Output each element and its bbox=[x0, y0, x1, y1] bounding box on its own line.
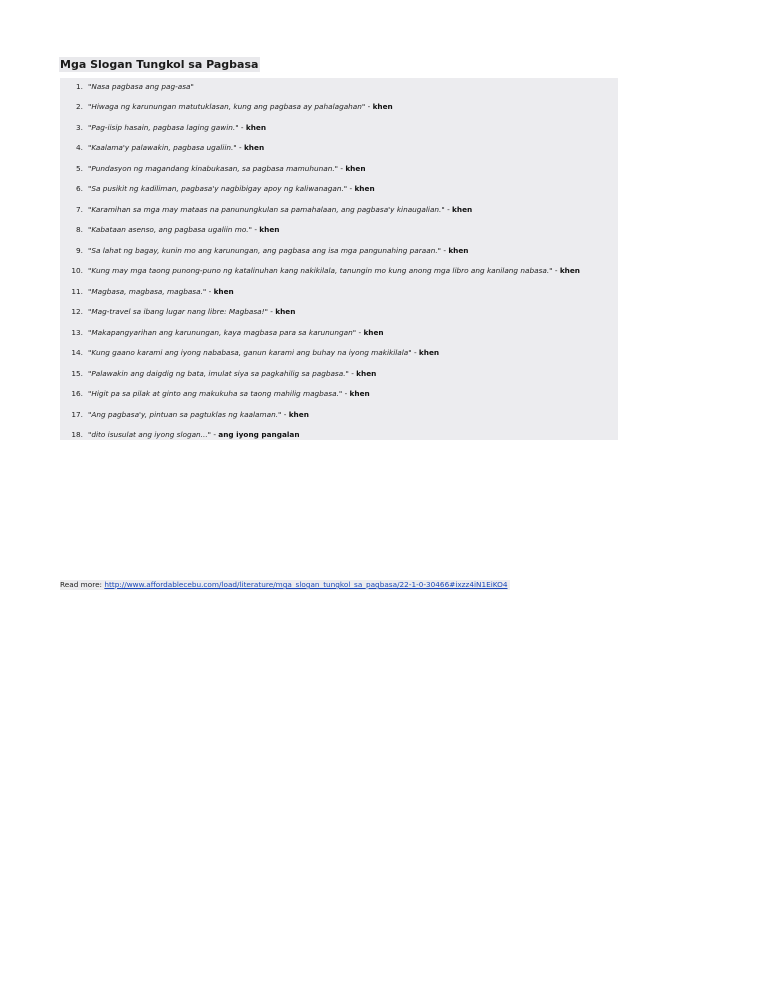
slogan-number: 5. bbox=[76, 164, 83, 173]
slogan-number: 2. bbox=[76, 102, 83, 111]
slogan-text: "Kung gaano karami ang iyong nababasa, ganun karami ang buhay na iyong makikilala" bbox=[88, 348, 412, 357]
slogan-author: khen bbox=[356, 369, 377, 378]
slogan-text: "Mag-travel sa ibang lugar nang libre: Magbasa!" bbox=[88, 307, 268, 316]
slogan-number: 6. bbox=[76, 184, 83, 193]
slogan-separator: - bbox=[240, 123, 244, 132]
slogan-separator: - bbox=[367, 102, 371, 111]
slogan-number: 12. bbox=[71, 307, 83, 316]
slogan-number: 1. bbox=[76, 82, 83, 91]
slogan-separator: - bbox=[358, 328, 362, 337]
slogan-separator: - bbox=[447, 205, 450, 214]
slogan-number: 8. bbox=[76, 225, 83, 234]
slogan-text: "Pag-iisip hasain, pagbasa laging gawin." bbox=[88, 123, 239, 132]
slogan-author: khen bbox=[213, 287, 234, 296]
slogan-author: khen bbox=[418, 348, 440, 357]
slogan-author: khen bbox=[288, 410, 309, 419]
slogan-author: khen bbox=[345, 164, 366, 173]
slogan-separator: - bbox=[443, 246, 446, 255]
slogan-separator: - bbox=[270, 307, 273, 316]
slogan-author: khen bbox=[259, 225, 280, 234]
slogan-text: "Kung may mga taong punong-puno ng katalinuhan kang nakikilala, tanungin mo kung anong mga libro ang kanilang nabasa." bbox=[88, 266, 553, 275]
slogan-separator: - bbox=[283, 410, 287, 419]
slogan-number: 17. bbox=[71, 410, 83, 419]
slogan-text: "Ang pagbasa'y, pintuan sa pagtuklas ng kaalaman." bbox=[88, 410, 282, 419]
slogan-separator: - bbox=[254, 225, 257, 234]
slogan-author: khen bbox=[372, 102, 393, 111]
slogan-author: ang iyong pangalan bbox=[218, 430, 300, 439]
slogan-separator: - bbox=[344, 389, 348, 398]
read-more-line bbox=[60, 580, 510, 590]
slogan-separator: - bbox=[213, 430, 216, 439]
slogan-text: "Higit pa sa pilak at ginto ang makukuha sa taong mahilig magbasa." bbox=[88, 389, 343, 398]
slogan-number: 18. bbox=[71, 430, 83, 439]
slogan-author: khen bbox=[354, 184, 375, 193]
slogan-text: "Kabataan asenso, ang pagbasa ugaliin mo." bbox=[88, 225, 252, 234]
slogan-number: 3. bbox=[76, 123, 83, 132]
slogan-author: khen bbox=[349, 389, 370, 398]
slogan-author: khen bbox=[452, 205, 473, 214]
slogan-number: 11. bbox=[71, 287, 83, 296]
slogan-text: "Kaalama'y palawakin, pagbasa ugaliin." bbox=[88, 143, 237, 152]
slogan-separator: - bbox=[238, 143, 242, 152]
slogan-text: "Karamihan sa mga may mataas na panunungkulan sa pamahalaan, ang pagbasa'y kinaugalian." bbox=[88, 205, 445, 214]
slogan-separator: - bbox=[208, 287, 212, 296]
slogan-number: 9. bbox=[76, 246, 83, 255]
slogan-panel bbox=[60, 78, 618, 440]
slogan-separator: - bbox=[349, 184, 353, 193]
slogan-text: "Hiwaga ng karunungan matutuklasan, kung ang pagbasa ay pahalagahan" bbox=[88, 102, 366, 111]
slogan-text: "dito isusulat ang iyong slogan..." bbox=[88, 430, 211, 439]
slogan-text: "Makapangyarihan ang karunungan, kaya magbasa para sa karunungan" bbox=[88, 328, 357, 337]
slogan-text: "Nasa pagbasa ang pag-asa" bbox=[88, 82, 194, 91]
slogan-author: khen bbox=[245, 123, 267, 132]
slogan-author: khen bbox=[243, 143, 265, 152]
slogan-text: "Pundasyon ng magandang kinabukasan, sa pagbasa mamuhunan." bbox=[88, 164, 339, 173]
read-more-link[interactable]: http://www.affordablecebu.com/load/literature/mga_slogan_tungkol_sa_pagbasa/22-1-0-30466#ixzz4iN1EiKO4 bbox=[104, 580, 508, 589]
slogan-number: 7. bbox=[76, 205, 83, 214]
slogan-author: khen bbox=[275, 307, 296, 316]
slogan-separator: - bbox=[351, 369, 354, 378]
slogan-text: "Sa pusikit ng kadiliman, pagbasa'y nagbibigay apoy ng kaliwanagan." bbox=[88, 184, 348, 193]
slogan-number: 13. bbox=[71, 328, 83, 337]
slogan-text: "Palawakin ang daigdig ng bata, imulat siya sa pagkahilig sa pagbasa." bbox=[88, 369, 349, 378]
slogan-separator: - bbox=[340, 164, 343, 173]
read-more-label: Read more: bbox=[60, 580, 103, 589]
slogan-text: "Magbasa, magbasa, magbasa." bbox=[88, 287, 207, 296]
slogan-number: 15. bbox=[71, 369, 83, 378]
page-title: Mga Slogan Tungkol sa Pagbasa bbox=[60, 58, 259, 71]
slogan-number: 10. bbox=[71, 266, 83, 275]
slogan-separator: - bbox=[413, 348, 417, 357]
slogan-author: khen bbox=[559, 266, 581, 275]
slogan-text: "Sa lahat ng bagay, kunin mo ang karunungan, ang pagbasa ang isa mga pangunahing paraan." bbox=[88, 246, 442, 255]
slogan-number: 14. bbox=[71, 348, 83, 357]
slogan-number: 4. bbox=[76, 143, 83, 152]
slogan-author: khen bbox=[363, 328, 384, 337]
slogan-author: khen bbox=[448, 246, 469, 255]
slogan-number: 16. bbox=[71, 389, 83, 398]
slogan-separator: - bbox=[554, 266, 558, 275]
